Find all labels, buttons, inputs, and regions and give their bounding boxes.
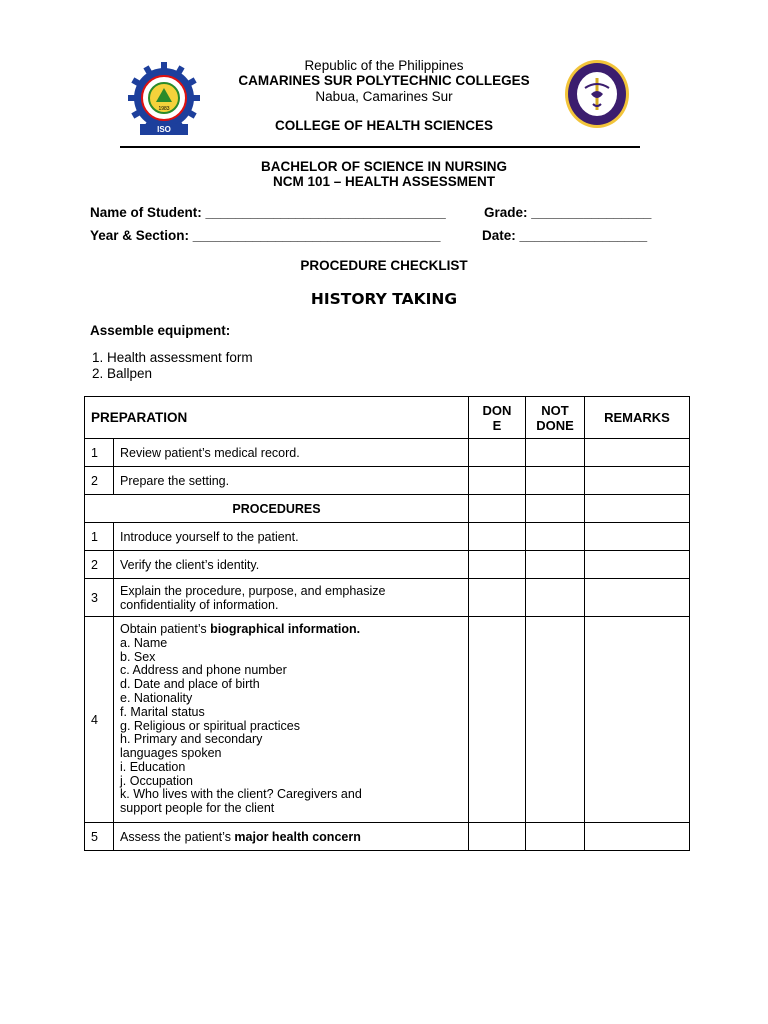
done-cell[interactable] bbox=[469, 467, 526, 495]
procedure-name: HISTORY TAKING bbox=[310, 290, 458, 308]
equipment-heading: Assemble equipment: bbox=[90, 323, 231, 338]
done-cell[interactable] bbox=[469, 579, 526, 617]
subject-title: NCM 101 – HEALTH ASSESSMENT bbox=[272, 174, 496, 189]
row-number: 2 bbox=[85, 551, 114, 579]
sub-item: c. Address and phone number bbox=[120, 663, 287, 678]
step-text-plain: Obtain patient’s bbox=[120, 621, 211, 636]
sub-item: k. Who lives with the client? Caregivers and bbox=[120, 787, 362, 802]
equipment-item: 2. Ballpen bbox=[92, 366, 153, 381]
done-cell[interactable] bbox=[469, 439, 526, 467]
step-text-line2: confidentiality of information. bbox=[120, 597, 279, 612]
done-header-line1: DON bbox=[482, 402, 512, 418]
step-text: Introduce yourself to the patient. bbox=[114, 523, 469, 551]
program-title: BACHELOR OF SCIENCE IN NURSING bbox=[260, 159, 507, 174]
table-row bbox=[85, 439, 690, 467]
procedures-heading-row bbox=[85, 495, 690, 523]
table-row bbox=[85, 579, 690, 617]
row-number: 5 bbox=[85, 823, 114, 851]
row-number: 1 bbox=[85, 439, 114, 467]
checklist-title: PROCEDURE CHECKLIST bbox=[300, 258, 468, 273]
step-text-line1: Explain the procedure, purpose, and emphasize bbox=[120, 583, 386, 598]
step-text: Review patient’s medical record. bbox=[114, 439, 469, 467]
not-done-cell[interactable] bbox=[526, 439, 585, 467]
done-cell[interactable] bbox=[469, 617, 526, 823]
not-done-cell bbox=[526, 495, 585, 523]
equipment-item: 1. Health assessment form bbox=[92, 350, 253, 365]
done-cell[interactable] bbox=[469, 551, 526, 579]
not-done-cell[interactable] bbox=[526, 617, 585, 823]
sub-item: a. Name bbox=[120, 635, 168, 650]
row-number: 2 bbox=[85, 467, 114, 495]
step-text: Verify the client’s identity. bbox=[114, 551, 469, 579]
republic-text: Republic of the Philippines bbox=[304, 58, 464, 73]
step-text: Prepare the setting. bbox=[114, 467, 469, 495]
remarks-cell[interactable] bbox=[585, 467, 690, 495]
student-name-field[interactable]: Name of Student: ________________________________ bbox=[90, 205, 446, 220]
remarks-cell[interactable] bbox=[585, 617, 690, 823]
done-cell[interactable] bbox=[469, 823, 526, 851]
sub-item: e. Nationality bbox=[120, 690, 193, 705]
sub-item: support people for the client bbox=[120, 801, 275, 816]
step-text bbox=[114, 579, 469, 617]
not-done-header-line1: NOT bbox=[541, 402, 569, 418]
not-done-cell[interactable] bbox=[526, 523, 585, 551]
checklist-table bbox=[84, 396, 690, 851]
college-name: COLLEGE OF HEALTH SCIENCES bbox=[274, 118, 493, 133]
iso-label: ISO 9001:2015 bbox=[144, 125, 184, 145]
remarks-cell[interactable] bbox=[585, 579, 690, 617]
not-done-header-line2: DONE bbox=[536, 417, 574, 433]
not-done-cell[interactable] bbox=[526, 579, 585, 617]
not-done-cell[interactable] bbox=[526, 551, 585, 579]
step-text bbox=[114, 823, 469, 851]
table-row bbox=[85, 467, 690, 495]
sub-item: languages spoken bbox=[120, 746, 222, 761]
grade-field[interactable]: Grade: ________________ bbox=[484, 205, 652, 220]
sub-item: f. Marital status bbox=[120, 704, 205, 719]
step-text bbox=[114, 617, 469, 823]
step-text-bold: major health concern bbox=[234, 829, 361, 844]
done-cell bbox=[469, 495, 526, 523]
step-text-plain: Assess the patient’s bbox=[120, 829, 235, 844]
not-done-cell[interactable] bbox=[526, 467, 585, 495]
preparation-header: PREPARATION bbox=[85, 397, 469, 439]
school-name: CAMARINES SUR POLYTECHNIC COLLEGES bbox=[238, 73, 530, 88]
not-done-cell[interactable] bbox=[526, 823, 585, 851]
table-row bbox=[85, 823, 690, 851]
done-cell[interactable] bbox=[469, 523, 526, 551]
header-divider bbox=[120, 146, 640, 148]
sub-item: b. Sex bbox=[120, 649, 156, 664]
sub-item: d. Date and place of birth bbox=[120, 677, 260, 692]
remarks-header: REMARKS bbox=[585, 397, 690, 439]
row-number: 1 bbox=[85, 523, 114, 551]
year-section-field[interactable]: Year & Section: _________________________________ bbox=[90, 228, 441, 243]
procedures-heading: PROCEDURES bbox=[85, 495, 469, 523]
table-header-row bbox=[85, 397, 690, 439]
table-row bbox=[85, 551, 690, 579]
date-field[interactable]: Date: _________________ bbox=[482, 228, 648, 243]
remarks-cell[interactable] bbox=[585, 551, 690, 579]
sub-item: g. Religious or spiritual practices bbox=[120, 718, 300, 733]
remarks-cell[interactable] bbox=[585, 523, 690, 551]
remarks-cell[interactable] bbox=[585, 439, 690, 467]
row-number: 3 bbox=[85, 579, 114, 617]
sub-item: h. Primary and secondary bbox=[120, 732, 263, 747]
table-row bbox=[85, 523, 690, 551]
row-number: 4 bbox=[85, 617, 114, 823]
school-location: Nabua, Camarines Sur bbox=[315, 89, 453, 104]
sub-item: j. Occupation bbox=[120, 773, 193, 788]
step-text-heading bbox=[120, 623, 462, 637]
remarks-cell[interactable] bbox=[585, 823, 690, 851]
done-header bbox=[469, 397, 526, 439]
remarks-cell bbox=[585, 495, 690, 523]
logo-year: 1983 bbox=[158, 106, 170, 112]
table-row bbox=[85, 617, 690, 823]
sub-item: i. Education bbox=[120, 759, 186, 774]
done-header-line2: E bbox=[492, 417, 502, 433]
step-text-bold: biographical information. bbox=[210, 621, 361, 636]
not-done-header bbox=[526, 397, 585, 439]
